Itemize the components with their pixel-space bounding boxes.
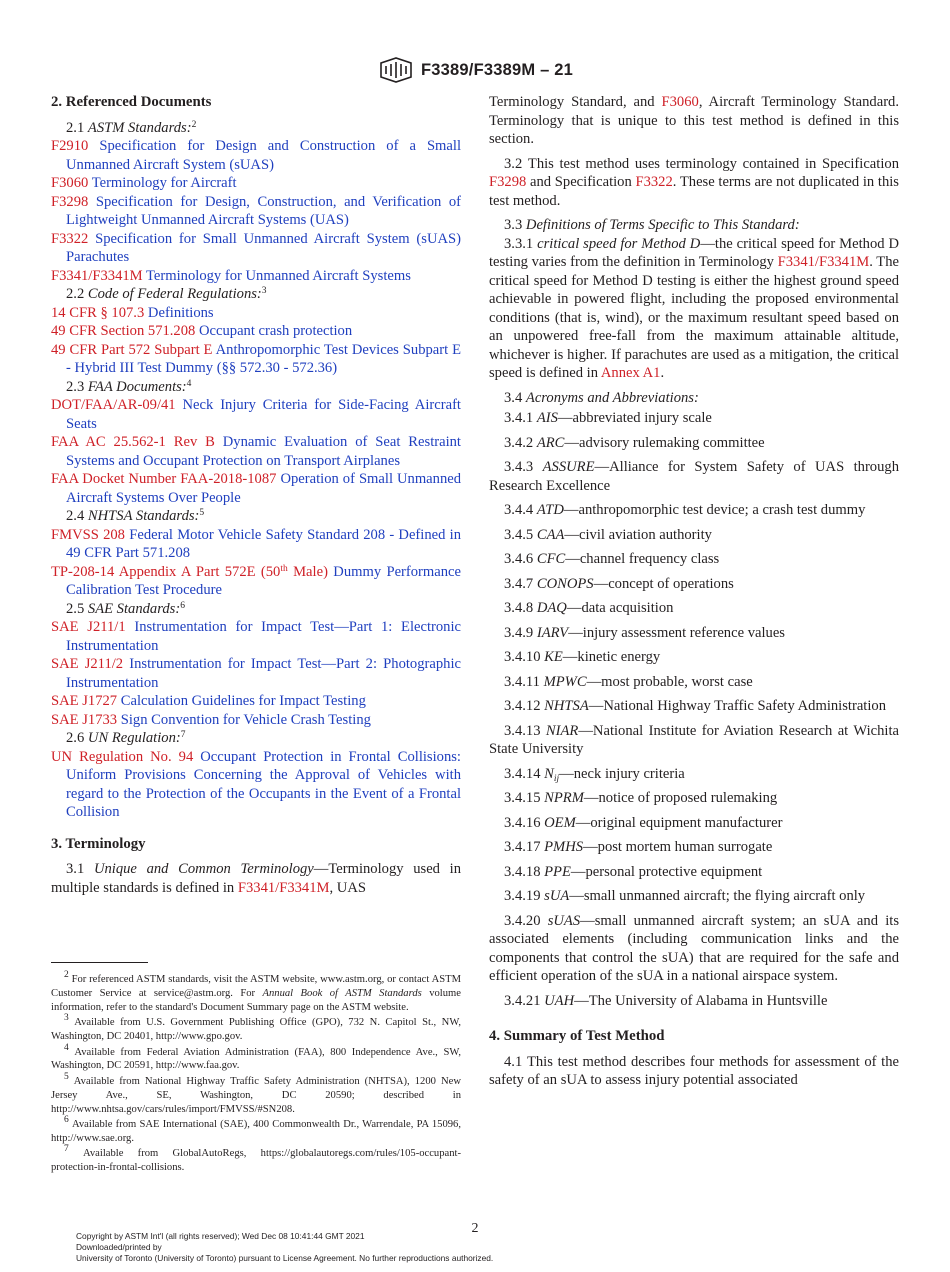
acronym-definition: 3.4.15 NPRM—notice of proposed rulemaking xyxy=(504,790,778,806)
acronym-definition: 3.4.16 OEM—original equipment manufacturer xyxy=(504,814,783,831)
acronym-definition: 3.4.9 IARV—injury assessment reference values xyxy=(504,624,785,641)
link-annex-a1[interactable]: Annex A1 xyxy=(600,365,661,381)
reference-item[interactable]: SAE J1733 Sign Convention for Vehicle Crash Testing xyxy=(51,711,371,728)
acronym-definition: 3.4.19 sUA—small unmanned aircraft; the flying aircraft only xyxy=(504,888,866,904)
acronym-definition: 3.4.2 ARC—advisory rulemaking committee xyxy=(504,434,765,451)
paragraph-3-3-1: 3.3.1 critical speed for Method D—the critical speed for Method D testing varies from the definition in Terminology F3341/F3341M. The critical speed for Method D testing is either the highest ground speed achievable in powered flight, including the proposed environmental conditions (that is, wind), or the maximum resultant speed based on an unpowered free-fall from the maximum attainable altitude, whichever is higher. If parachutes are used as a mitigation, the critical speed is defined in Annex A1. xyxy=(489,235,900,381)
reference-item[interactable]: SAE J1727 Calculation Guidelines for Impact Testing xyxy=(51,693,366,709)
link-f3060[interactable]: F3060 xyxy=(661,94,699,110)
standard-designation: F3389/F3389M – 21 xyxy=(421,60,573,79)
acronym-definition: 3.4.6 CFC—channel frequency class xyxy=(504,551,720,567)
footnotes xyxy=(51,970,462,1177)
acronym-definition: 3.4.1 AIS—abbreviated injury scale xyxy=(504,410,712,426)
reference-item[interactable]: F3298 Specification for Design, Construction, and Verification of Lightweight Unmanned Aircraft Systems (UAS) xyxy=(51,193,461,228)
reference-item[interactable]: TP-208-14 Appendix A Part 572E (50th Male) Dummy Performance Calibration Test Procedure xyxy=(51,563,462,598)
acronym-definition: 3.4.17 PMHS—post mortem human surrogate xyxy=(504,839,773,855)
section-heading-referenced-documents: 2. Referenced Documents xyxy=(51,94,212,110)
reference-item[interactable]: 49 CFR Section 571.208 Occupant crash protection xyxy=(51,323,353,339)
footnote: $^4$ Available from Federal Aviation Administration (FAA), 800 Independence Ave., SW, Washington, DC 20591, http://www.faa.gov. xyxy=(51,1042,462,1072)
reference-item[interactable]: F3322 Specification for Small Unmanned Aircraft System (sUAS) Parachutes xyxy=(51,230,461,265)
astm-logo-icon xyxy=(377,57,415,83)
reference-item[interactable]: F2910 Specification for Design and Construction of a Small Unmanned Aircraft System (sUAS) xyxy=(51,138,461,173)
acronym-definition: 3.4.5 CAA—civil aviation authority xyxy=(504,526,712,543)
reference-item[interactable]: DOT/FAA/AR-09/41 Neck Injury Criteria for Side-Facing Aircraft Seats xyxy=(51,397,461,432)
copyright-notice: Copyright by ASTM Int'l (all rights reserved); Wed Dec 08 10:41:44 GMT 2021 Downloaded/printed by University of Toronto (University of Toronto) pursuant to License Agreement. No further reproductions authorized. xyxy=(76,1231,494,1263)
paragraph-3-1-continued: Terminology Standard, and F3060, Aircraft Terminology Standard. Terminology that is unique to this test method is defined in this section. xyxy=(489,94,899,147)
subsection-un-regulation: 2.6 UN Regulation:$^7$ xyxy=(66,730,186,746)
link-f3341[interactable]: F3341/F3341M xyxy=(237,879,330,896)
paragraph-3-3: 3.3 Definitions of Terms Specific to This Standard: xyxy=(504,217,800,233)
acronym-definition: 3.4.8 DAQ—data acquisition xyxy=(504,600,674,616)
paragraph-3-4: 3.4 Acronyms and Abbreviations: xyxy=(504,389,699,406)
reference-item[interactable]: FAA AC 25.562-1 Rev B Dynamic Evaluation of Seat Restraint Systems and Occupant Protection on Transport Airplanes xyxy=(51,434,461,469)
acronym-definition: 3.4.18 PPE—personal protective equipment xyxy=(504,863,763,880)
footnote: $^6$ Available from SAE International (SAE), 400 Commonwealth Dr., Warrendale, PA 15096, http://www.sae.org. xyxy=(51,1115,461,1144)
footnote: $^7$ Available from GlobalAutoRegs, https://globalautoregs.com/rules/105-occupant-protection-in-frontal-collisions. xyxy=(51,1144,461,1174)
reference-item[interactable]: 49 CFR Part 572 Subpart E Anthropomorphic Test Devices Subpart E - Hybrid III Test Dummy (§§ 572.30 - 572.36) xyxy=(51,341,462,376)
reference-item[interactable]: FMVSS 208 Federal Motor Vehicle Safety Standard 208 - Defined in 49 CFR Part 571.208 xyxy=(51,526,461,561)
acronym-definition: 3.4.3 ASSURE—Alliance for System Safety of UAS through Research Excellence xyxy=(489,459,899,494)
page-header xyxy=(0,56,950,84)
subsection-nhtsa-standards: 2.4 NHTSA Standards:$^5$ xyxy=(66,508,205,524)
reference-item[interactable]: 14 CFR § 107.3 Definitions xyxy=(51,304,214,321)
acronym-definition: 3.4.7 CONOPS—concept of operations xyxy=(504,575,734,592)
acronym-definition: 3.4.11 MPWC—most probable, worst case xyxy=(504,673,753,690)
reference-item[interactable]: FAA Docket Number FAA-2018-1087 Operation of Small Unmanned Aircraft Systems Over People xyxy=(51,471,462,506)
left-column xyxy=(51,93,461,897)
section-heading-terminology: 3. Terminology xyxy=(51,835,146,852)
subsection-astm-standards: 2.1 ASTM Standards:$^2$ xyxy=(66,119,197,136)
page-number: 2 xyxy=(471,1221,479,1236)
link-f3341[interactable]: F3341/F3341M xyxy=(777,254,870,270)
acronym-definition: 3.4.14 $N_{ij}—neck$ injury criteria xyxy=(504,765,685,784)
subsection-cfr: 2.2 Code of Federal Regulations:$^3$ xyxy=(66,286,267,302)
acronym-definition: 3.4.20 sUAS—small unmanned aircraft system; an sUA and its associated elements (including communication links and the components that control the sUA) that are required for the safe and efficient operation of the sUA in a national airspace system. xyxy=(489,912,900,984)
footnote: $^3$ Available from U.S. Government Publishing Office (GPO), 732 N. Capitol St., NW, Washington, DC 20401, http://www.gpo.gov. xyxy=(51,1013,461,1043)
reference-item[interactable]: F3341/F3341M Terminology for Unmanned Aircraft Systems xyxy=(51,267,411,284)
subsection-faa-documents: 2.3 FAA Documents:$^4$ xyxy=(66,378,192,395)
link-f3322[interactable]: F3322 xyxy=(635,174,673,190)
link-f3298[interactable]: F3298 xyxy=(489,174,527,190)
subsection-sae-standards: 2.5 SAE Standards:$^6$ xyxy=(66,600,185,617)
reference-item[interactable]: F3060 Terminology for Aircraft xyxy=(51,175,237,191)
footnote: $^2$ For referenced ASTM standards, visit the ASTM website, www.astm.org, or contact ASTM Customer Service at service@astm.org. For Annual Book of ASTM Standards volume information, refer to the standard's Document Summary page on the ASTM website. xyxy=(51,970,461,1013)
acronym-definition: 3.4.13 NIAR—National Institute for Aviation Research at Wichita State University xyxy=(489,722,899,757)
paragraph-3-1: 3.1 Unique and Common Terminology—Terminology used in multiple standards is defined in F3341/F3341M, UAS xyxy=(51,861,462,896)
footnote: $^5$ Available from National Highway Traffic Safety Administration (NHTSA), 1200 New Jersey Ave., SE, Washington, DC 20590; described in http://www.nhtsa.gov/cars/rules/import/FMVSS/#SN208. xyxy=(51,1071,461,1115)
reference-item[interactable]: SAE J211/2 Instrumentation for Impact Test—Part 2: Photographic Instrumentation xyxy=(51,656,461,691)
acronym-definition: 3.4.10 KE—kinetic energy xyxy=(504,649,661,665)
acronym-definition: 3.4.21 UAH—The University of Alabama in Huntsville xyxy=(504,992,828,1009)
section-heading-summary: 4. Summary of Test Method xyxy=(489,1028,665,1044)
right-column xyxy=(489,93,899,1090)
acronym-definition: 3.4.4 ATD—anthropomorphic test device; a crash test dummy xyxy=(504,502,866,518)
paragraph-4-1: 4.1 This test method describes four methods for assessment of the safety of an sUA to assess injury potential associated xyxy=(489,1053,899,1088)
reference-item[interactable]: SAE J211/1 Instrumentation for Impact Test—Part 1: Electronic Instrumentation xyxy=(51,619,461,654)
acronym-definition: 3.4.12 NHTSA—National Highway Traffic Safety Administration xyxy=(504,698,886,714)
paragraph-3-2: 3.2 This test method uses terminology contained in Specification F3298 and Specification F3322. These terms are not duplicated in this test method. xyxy=(489,155,899,209)
reference-item[interactable]: UN Regulation No. 94 Occupant Protection in Frontal Collisions: Uniform Provisions Concerning the Approval of Vehicles with regard to the Protection of the Occupants in the Event of a Frontal Collision xyxy=(51,748,461,820)
footnote-divider xyxy=(51,962,148,963)
